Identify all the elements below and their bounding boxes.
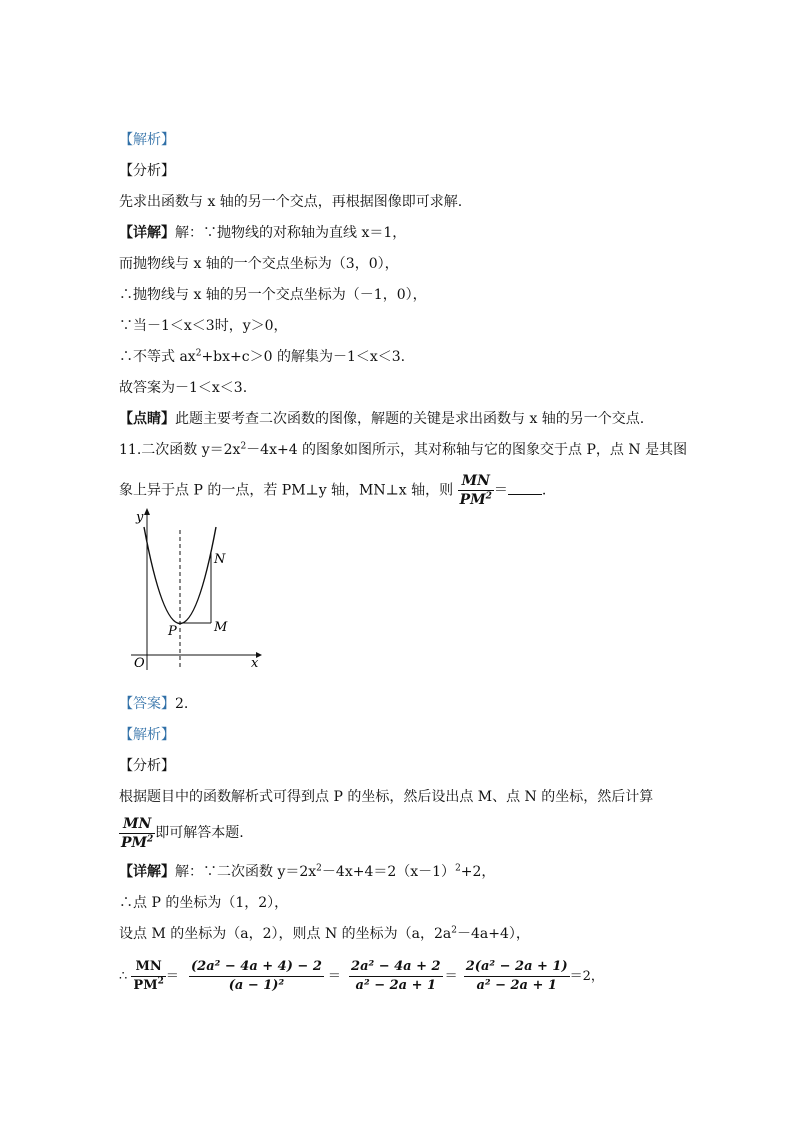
text-line: ∴点 P 的坐标为（1，2）， <box>119 895 289 911</box>
therefore-symbol: ∴ <box>119 969 128 984</box>
fraction-numerator: (2a² − 4a + 4) − 2 <box>189 958 324 977</box>
text-line <box>119 814 244 852</box>
question-line <box>119 441 687 459</box>
superscript: 2 <box>451 925 457 936</box>
fraction <box>189 958 324 995</box>
formula-result: ＝2， <box>569 969 604 984</box>
text-line: 而抛物线与 x 轴的一个交点坐标为（3，0）， <box>119 256 399 272</box>
text-line: 故答案为－1＜x＜3. <box>119 380 248 396</box>
label-p: P <box>168 624 177 639</box>
label-origin: O <box>134 656 145 671</box>
parabola-graph <box>126 505 266 675</box>
section-analysis-heading: 【解析】 <box>119 727 175 743</box>
text-part: . <box>541 482 547 499</box>
text-part: 11.二次函数 y＝2x <box>119 442 241 458</box>
remark-tag: 【点睛】 <box>119 411 175 427</box>
text-part: +bx+c＞0 的解集为－1＜x＜3. <box>201 349 406 365</box>
fraction-denominator: a² − 2a + 1 <box>476 978 557 993</box>
fraction-denominator: a² − 2a + 1 <box>355 978 437 993</box>
detail-text: 解：∵抛物线的对称轴为直线 x＝1， <box>175 225 407 241</box>
text-line: ∴抛物线与 x 轴的另一个交点坐标为（－1，0）， <box>119 287 427 303</box>
detail-tag: 【详解】 <box>119 864 175 880</box>
label-m: M <box>214 620 228 635</box>
text-line: 根据题目中的函数解析式可得到点 P 的坐标，然后设出点 M、点 N 的坐标，然后计算 <box>119 789 654 805</box>
fraction-denominator: $PM^2$ <box>133 976 164 993</box>
label-y: y <box>136 510 144 525</box>
fraction-denominator: $PM^2$ <box>121 833 154 851</box>
text-part: 即可解答本题. <box>155 825 244 841</box>
answer-tag: 【答案】 <box>119 696 175 712</box>
equals-sign: ＝ <box>444 969 458 984</box>
text-line <box>119 410 644 428</box>
detail-tag: 【详解】 <box>119 225 175 241</box>
fraction <box>119 815 155 852</box>
text-part: 解：∵二次函数 y＝2x <box>175 864 317 880</box>
text-part: －4x+4 的图象如图所示，其对称轴与它的图象交于点 P，点 N 是其图 <box>246 442 688 458</box>
text-line <box>119 863 495 881</box>
remark-text: 此题主要考查二次函数的图像，解题的关键是求出函数与 x 轴的另一个交点. <box>175 411 645 427</box>
text-line <box>119 224 406 242</box>
equals-sign: ＝ <box>327 969 341 984</box>
answer-line <box>119 695 188 713</box>
fraction-denominator: (a − 1)² <box>228 978 285 993</box>
text-part: +2， <box>460 864 496 880</box>
fraction <box>464 958 570 995</box>
text-part: 设点 M 的坐标为（a，2），则点 N 的坐标为（a，2a <box>119 926 452 942</box>
text-part: ∴不等式 ax <box>119 349 196 365</box>
superscript: 2 <box>455 863 461 874</box>
label-n: N <box>214 552 226 567</box>
y-axis-arrow-icon <box>144 508 150 515</box>
fraction <box>458 472 494 509</box>
answer-text: 2. <box>175 696 189 712</box>
fraction-denominator: $PM^2$ <box>459 491 492 508</box>
answer-blank <box>508 482 542 495</box>
equals-sign: ＝ <box>165 969 179 984</box>
superscript: 2 <box>316 863 322 874</box>
text-part: ＝ <box>493 482 508 499</box>
question-line <box>119 472 546 509</box>
fraction-numerator: MN <box>131 958 165 977</box>
text-part: 象上异于点 P 的一点，若 PM⊥y 轴，MN⊥x 轴，则 <box>119 482 454 499</box>
text-line <box>119 925 530 943</box>
superscript: 2 <box>195 348 202 359</box>
fraction-numerator: MN <box>119 815 155 834</box>
section-fenxi-heading: 【分析】 <box>119 163 175 179</box>
label-x: x <box>251 656 259 671</box>
section-fenxi-heading: 【分析】 <box>119 758 175 774</box>
formula-line <box>119 952 604 1002</box>
superscript: 2 <box>240 441 247 452</box>
section-analysis-heading: 【解析】 <box>119 132 175 148</box>
fraction-numerator: MN <box>458 472 494 491</box>
fraction <box>349 958 443 995</box>
text-part: －4x+4＝2（x－1） <box>321 864 456 880</box>
text-line: 先求出函数与 x 轴的另一个交点，再根据图像即可求解. <box>119 194 463 210</box>
text-line: ∵当－1＜x＜3时，y＞0， <box>119 318 288 334</box>
fraction-numerator: 2a² − 4a + 2 <box>349 958 443 977</box>
fraction-numerator: 2(a² − 2a + 1) <box>464 958 570 977</box>
fraction <box>131 958 165 995</box>
text-line <box>119 348 405 366</box>
text-part: －4a+4）， <box>456 926 530 942</box>
